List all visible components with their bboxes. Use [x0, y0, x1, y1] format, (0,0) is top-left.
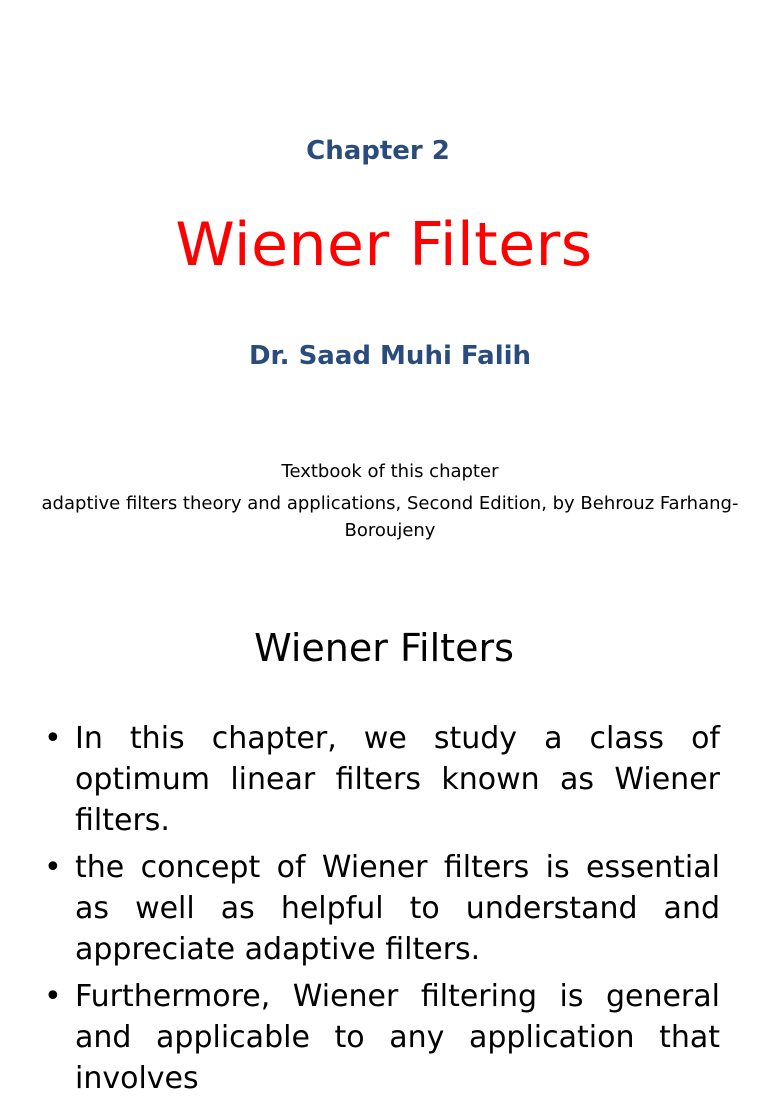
section-title: Wiener Filters	[254, 626, 514, 670]
chapter-label: Chapter 2	[306, 136, 450, 166]
bullet-text: In this chapter, we study a class of optimum linear filters known as Wiener filters.	[75, 721, 720, 838]
bullet-text: Furthermore, Wiener filtering is general and applicable to any application that involves	[75, 979, 720, 1096]
main-title: Wiener Filters	[175, 210, 593, 280]
bullet-icon: •	[44, 979, 62, 1014]
bullet-item	[44, 976, 720, 1099]
bullet-text: the concept of Wiener filters is essential as well as helpful to understand and appreciate adaptive filters.	[75, 850, 720, 967]
author-name: Dr. Saad Muhi Falih	[248, 341, 532, 371]
bullet-icon: •	[44, 850, 62, 885]
bullet-item	[44, 847, 720, 970]
textbook-intro: Textbook of this chapter	[281, 461, 499, 482]
bullet-icon: •	[44, 721, 62, 756]
bullet-item	[44, 718, 720, 841]
textbook-reference: adaptive filters theory and applications, Second Edition, by Behrouz Farhang-Boroujeny	[41, 493, 739, 541]
bullet-list	[44, 718, 720, 1105]
